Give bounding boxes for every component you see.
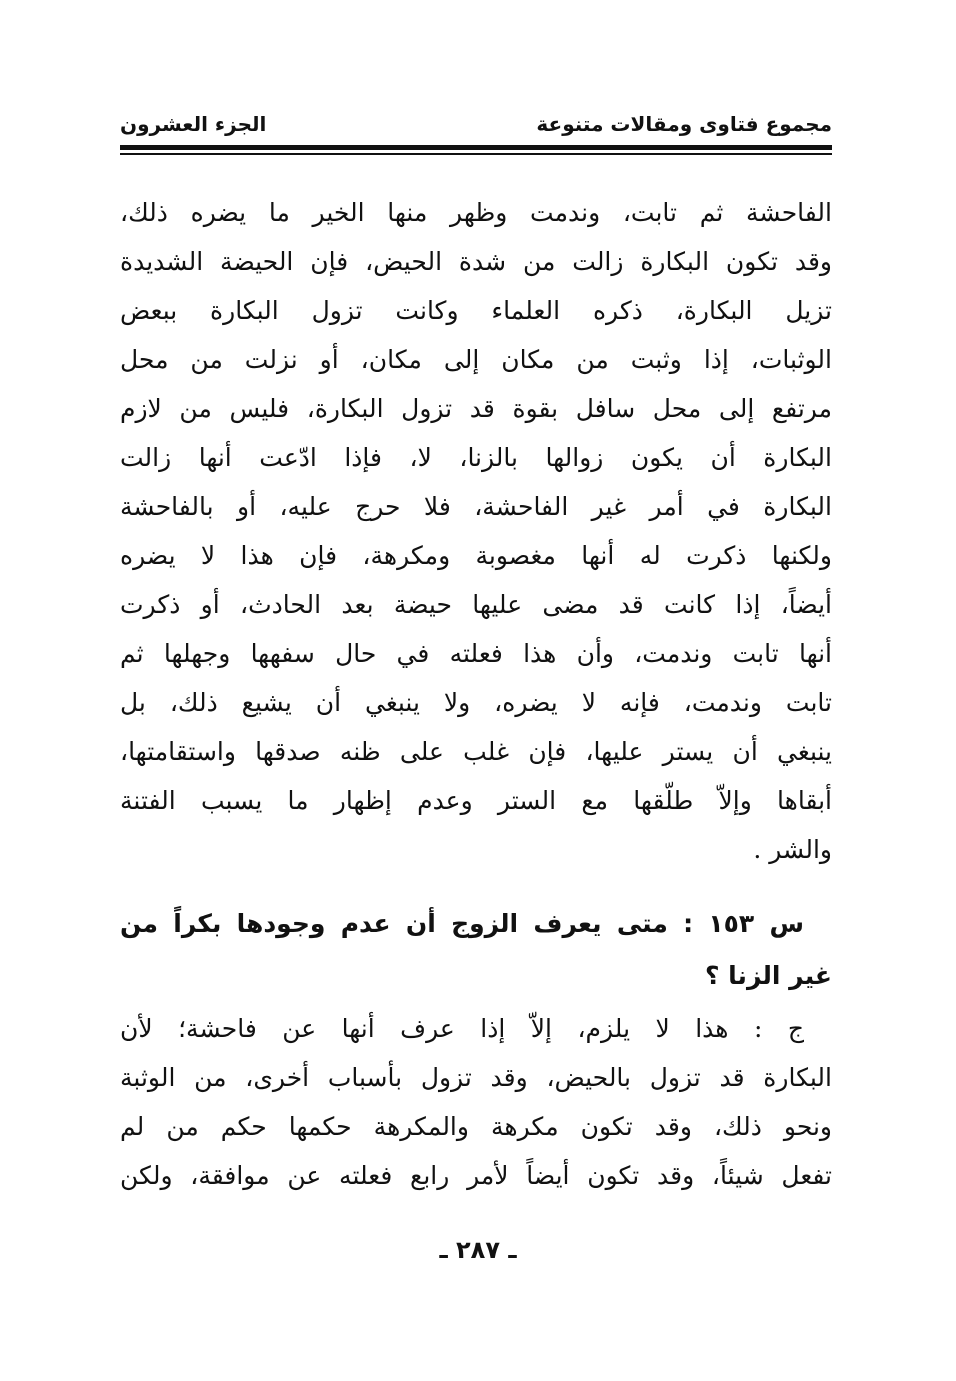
text-line: البكارة في أمر غير الفاحشة، فلا حرج عليه، أو بالفاحشة <box>120 492 832 521</box>
answer-paragraph <box>120 1004 832 1200</box>
text-line: مرتفع إلى محل سافل بقوة قد تزول البكارة، فليس من لازم <box>120 394 832 423</box>
header-rule-thick <box>120 145 832 150</box>
book-title: مجموع فتاوى ومقالات متنوعة <box>536 112 832 136</box>
question-153 <box>120 898 832 1002</box>
answer-line: البكارة قد تزول بالحيض، وقد تزول بأسباب أخرى، من الوثبة <box>120 1063 832 1092</box>
text-line: وقد تكون البكارة زالت من شدة الحيض، فإن الحيضة الشديدة <box>120 247 832 276</box>
answer-line: ونحو ذلك، وقد تكون مكرهة والمكرهة حكمها حكم من لم <box>120 1112 832 1141</box>
page-number: ـ ٢٨٧ ـ <box>439 1236 517 1264</box>
text-line: الوثبات، إذا وثبت من مكان إلى مكان، أو نزلت من محل <box>120 345 832 374</box>
question-line: س ١٥٣ : متى يعرف الزوج أن عدم وجودها بكراً من <box>120 909 804 938</box>
text-line: تزيل البكارة، ذكره العلماء وكانت تزول البكارة ببعض <box>120 296 832 325</box>
continued-paragraph <box>120 188 832 874</box>
header-rule-thin <box>120 153 832 155</box>
answer-line: تفعل شيئاً، وقد تكون أيضاً لأمر رابع فعلته عن موافقة، ولكن <box>120 1161 832 1190</box>
volume-label: الجزء العشرون <box>120 112 267 136</box>
answer-line: ج : هذا لا يلزم، إلاّ إذا عرف أنها عن فاحشة؛ لأن <box>120 1014 804 1043</box>
text-line: أبقاها وإلاّ طلّقها مع الستر وعدم إظهار ما يسبب الفتنة <box>120 786 832 815</box>
text-line: تابت وندمت، فإنه لا يضره، ولا ينبغي أن يشيع ذلك، بل <box>120 688 832 717</box>
text-line: البكارة أن يكون زوالها بالزنا، لا، فإذا ادّعت أنها زالت <box>120 443 832 472</box>
text-line: ينبغي أن يستر عليها، فإن غلب على ظنه صدقها واستقامتها، <box>120 737 832 766</box>
text-line: أنها تابت وندمت، وأن هذا فعلته في حال سفهها وجهلها ثم <box>120 639 832 668</box>
text-line: والشر . <box>753 835 832 864</box>
text-line: أيضاً، إذا كانت قد مضى عليها حيضة بعد الحادث، أو ذكرت <box>120 590 832 619</box>
text-line: ولكنها ذكرت له أنها مغصوبة ومكرهة، فإن هذا لا يضره <box>120 541 832 570</box>
text-line: الفاحشة ثم تابت، وندمت وظهر منها الخير ما يضره ذلك، <box>120 198 832 227</box>
question-line: غير الزنا ؟ <box>704 961 832 990</box>
running-header <box>120 102 832 138</box>
